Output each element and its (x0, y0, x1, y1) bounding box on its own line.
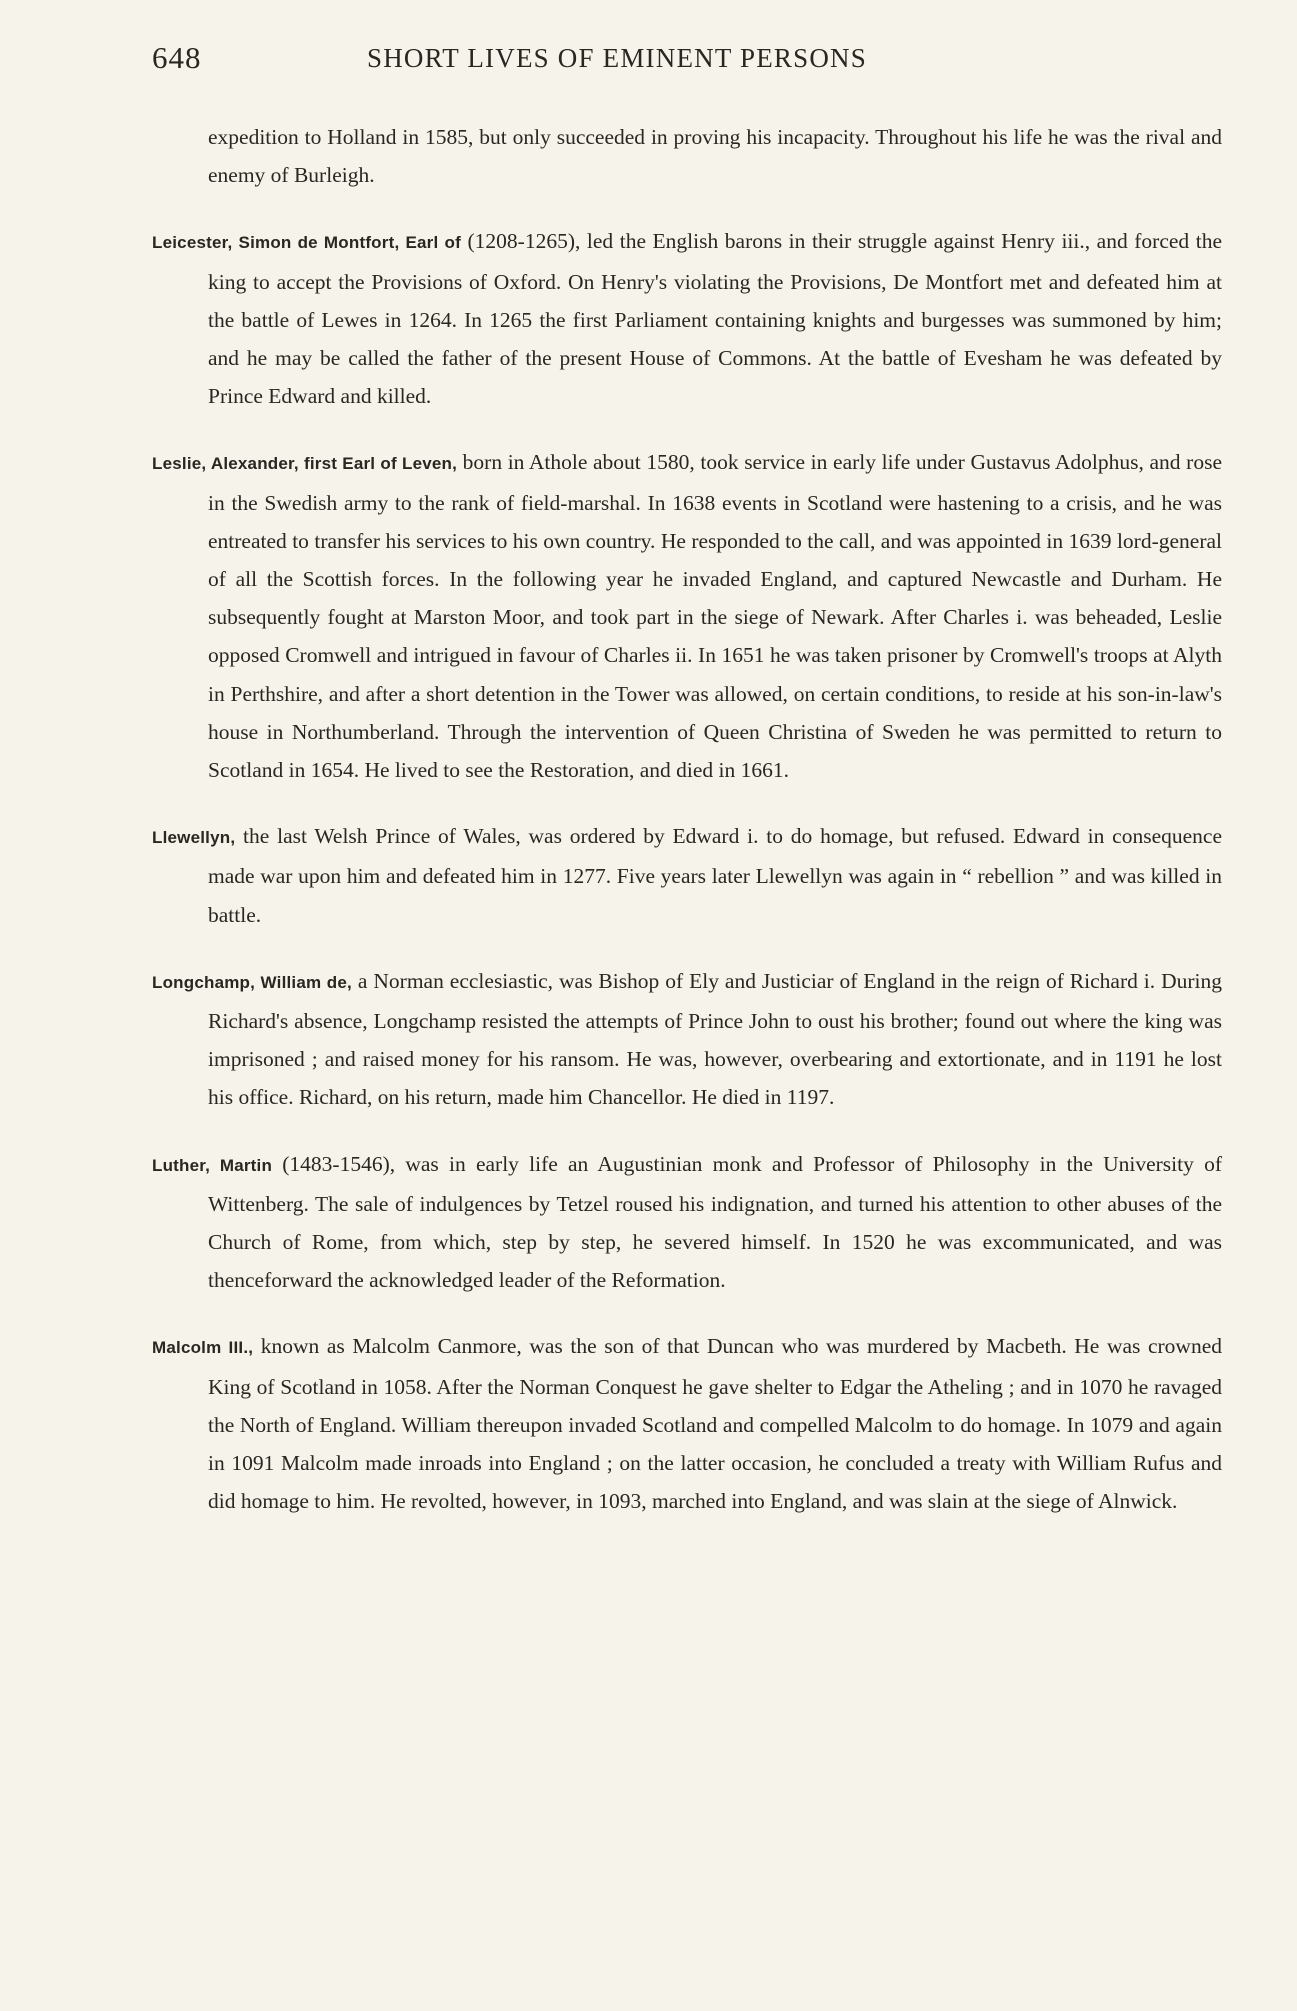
entry-leslie-alexander (152, 443, 1222, 789)
running-title: SHORT LIVES OF EMINENT PERSONS (367, 43, 867, 73)
entry-longchamp-william (152, 962, 1222, 1117)
running-head (152, 40, 1222, 84)
entry-heading: Longchamp, William de, (152, 972, 352, 992)
entry-heading: Malcolm III., (152, 1338, 254, 1358)
entry-luther-martin (152, 1145, 1222, 1300)
page-number: 648 (152, 40, 202, 75)
entry-text: (1483-1546), was in early life an Augustinian monk and Professor of Philosophy in the University of Wittenberg. The sale of indulgences by Tetzel roused his indignation, and turned his attention to other abuses of the Church of Rome, from which, step by step, he severed himself. In 1520 he was excommunicated, and was thenceforward the acknowledged leader of the Reformation. (208, 1151, 1222, 1293)
entry-text: the last Welsh Prince of Wales, was ordered by Edward i. to do homage, but refused. Edward in consequence made war upon him and defeated him in 1277. Five years later Llewellyn was again in “ rebellion ” and was killed in battle. (208, 824, 1222, 927)
entry-text: expedition to Holland in 1585, but only succeeded in proving his incapacity. Throughout his life he was the rival and enemy of Burleigh. (208, 125, 1222, 188)
entry-heading: Leslie, Alexander, first Earl of Leven, (152, 454, 458, 474)
entry-text: known as Malcolm Canmore, was the son of that Duncan who was murdered by Macbeth. He was crowned King of Scotland in 1058. After the Norman Conquest he gave shelter to Edgar the Atheling ; and in 1070 he ravaged the North of England. William thereupon invaded Scotland and compelled Malcolm to do homage. In 1079 and again in 1091 Malcolm made inroads into England ; on the latter occasion, he concluded a treaty with William Rufus and did homage to him. He revolted, however, in 1093, marched into England, and was slain at the siege of Alnwick. (208, 1334, 1222, 1514)
entry-leicester-simon-de-montfort (152, 222, 1222, 415)
entry-malcolm-iii (152, 1327, 1222, 1520)
entry-text: a Norman ecclesiastic, was Bishop of Ely and Justiciar of England in the reign of Richard i. During Richard's absence, Longchamp resisted the attempts of Prince John to oust his brother; found out where the king was imprisoned ; and raised money for his ransom. He was, however, overbearing and extortionate, and in 1191 he lost his office. Richard, on his return, made him Chancellor. He died in 1197. (208, 968, 1222, 1110)
entry-heading: Leicester, Simon de Montfort, Earl of (152, 233, 461, 253)
entry-text: (1208-1265), led the English barons in their struggle against Henry iii., and forced the king to accept the Provisions of Oxford. On Henry's violating the Provisions, De Montfort met and defeated him at the battle of Lewes in 1264. In 1265 the first Parliament containing knights and burgesses was summoned by him; and he may be called the father of the present House of Commons. At the battle of Evesham he was defeated by Prince Edward and killed. (208, 229, 1222, 409)
entry-continuation-leicester-robert (152, 118, 1222, 194)
entry-text: born in Athole about 1580, took service in early life under Gustavus Adolphus, and rose in the Swedish army to the rank of field-marshal. In 1638 events in Scotland were hastening to a crisis, and he was entreated to transfer his services to his own country. He responded to the call, and was appointed in 1639 lord-general of all the Scottish forces. In the following year he invaded England, and captured Newcastle and Durham. He subsequently fought at Marston Moor, and took part in the siege of Newark. After Charles i. was beheaded, Leslie opposed Cromwell and intrigued in favour of Charles ii. In 1651 he was taken prisoner by Cromwell's troops at Alyth in Perthshire, and after a short detention in the Tower was allowed, on certain conditions, to reside at his son-in-law's house in Northumberland. Through the intervention of Queen Christina of Sweden he was permitted to return to Scotland in 1654. He lived to see the Restoration, and died in 1661. (208, 450, 1222, 783)
entry-llewellyn (152, 817, 1222, 934)
entry-heading: Llewellyn, (152, 828, 236, 848)
body-text (152, 118, 1222, 1549)
entry-heading: Luther, Martin (152, 1155, 273, 1175)
